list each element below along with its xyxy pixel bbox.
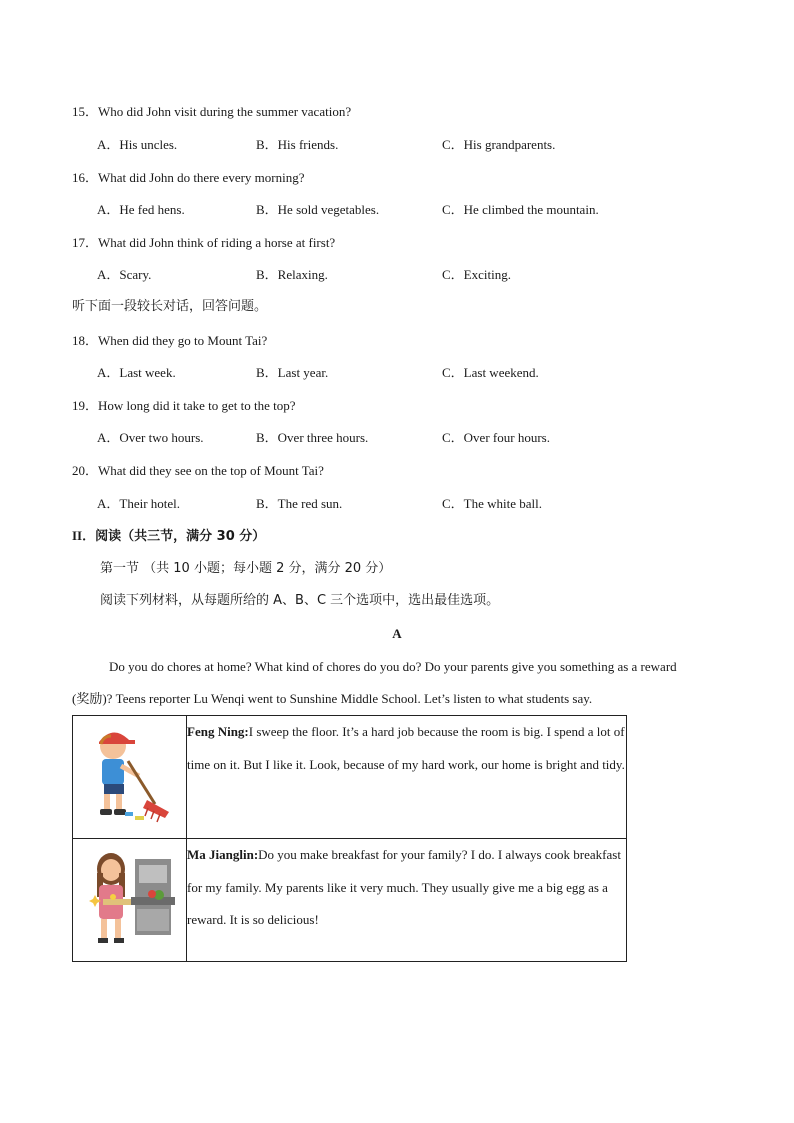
question-20-stem: 20．What did they see on the top of Mount Tai? <box>72 463 324 478</box>
passage-intro-line-1: Do you do chores at home? What kind of chores do you do? Do your parents give you something as a reward <box>109 659 677 674</box>
long-dialogue-instruction: 听下面一段较长对话，回答问题。 <box>72 299 268 314</box>
question-15-option-a: A．His uncles. <box>97 137 178 152</box>
boy-sweeping-illustration <box>73 716 186 834</box>
student-quotes-table <box>72 715 627 962</box>
question-17-option-a: A．Scary. <box>97 267 152 282</box>
question-18-option-b: B．Last year. <box>256 365 329 380</box>
question-20-option-a: A．Their hotel. <box>97 496 181 511</box>
quote-text: I sweep the floor. It’s a hard job because the room is big. I spend a lot of time on it. But I like it. Look, because of my hard work, our home is bright and tidy. <box>187 724 625 772</box>
quote-cell <box>187 716 627 839</box>
question-16-option-b: B．He sold vegetables. <box>256 202 380 217</box>
question-18-stem: 18．When did they go to Mount Tai? <box>72 333 268 348</box>
speaker-name: Feng Ning: <box>187 724 249 739</box>
question-16-stem: 16．What did John do there every morning? <box>72 170 305 185</box>
question-15-option-c: C．His grandparents. <box>442 137 556 152</box>
question-20-option-c: C．The white ball. <box>442 496 543 511</box>
passage-intro-line-2: (奖励)? Teens reporter Lu Wenqi went to Sunshine Middle School. Let’s listen to what students say. <box>72 691 593 706</box>
illustration-cell <box>73 839 187 962</box>
question-19-option-c: C．Over four hours. <box>442 430 550 445</box>
question-15-option-b: B．His friends. <box>256 137 339 152</box>
question-17-stem: 17．What did John think of riding a horse at first? <box>72 235 336 250</box>
section-heading <box>72 528 265 545</box>
girl-cooking-illustration <box>73 839 186 957</box>
question-16-option-a: A．He fed hens. <box>97 202 185 217</box>
illustration-cell <box>73 716 187 839</box>
question-19-option-b: B．Over three hours. <box>256 430 369 445</box>
passage-label: A <box>392 626 402 641</box>
quote-text: Do you make breakfast for your family? I do. I always cook breakfast for my family. My parents like it very much. They usually give me a big egg as a reward. It is so delicious! <box>187 847 621 927</box>
table-row <box>73 839 627 962</box>
question-19-stem: 19．How long did it take to get to the top? <box>72 398 296 413</box>
question-19-option-a: A．Over two hours. <box>97 430 204 445</box>
question-15-stem: 15．Who did John visit during the summer vacation? <box>72 104 352 119</box>
question-16-option-c: C．He climbed the mountain. <box>442 202 599 217</box>
question-20-option-b: B．The red sun. <box>256 496 343 511</box>
quote-cell <box>187 839 627 962</box>
part-one-heading: 第一节 （共 10 小题；每小题 2 分，满分 20 分） <box>100 561 392 576</box>
table-row <box>73 716 627 839</box>
speaker-name: Ma Jianglin: <box>187 847 259 862</box>
question-18-option-c: C．Last weekend. <box>442 365 539 380</box>
section-number: II． <box>72 528 96 543</box>
question-17-option-c: C．Exciting. <box>442 267 511 282</box>
reading-instruction: 阅读下列材料，从每题所给的 A、B、C 三个选项中，选出最佳选项。 <box>100 593 500 608</box>
question-17-option-b: B．Relaxing. <box>256 267 328 282</box>
question-18-option-a: A．Last week. <box>97 365 176 380</box>
section-title: 阅读（共三节，满分 30 分） <box>95 529 266 544</box>
